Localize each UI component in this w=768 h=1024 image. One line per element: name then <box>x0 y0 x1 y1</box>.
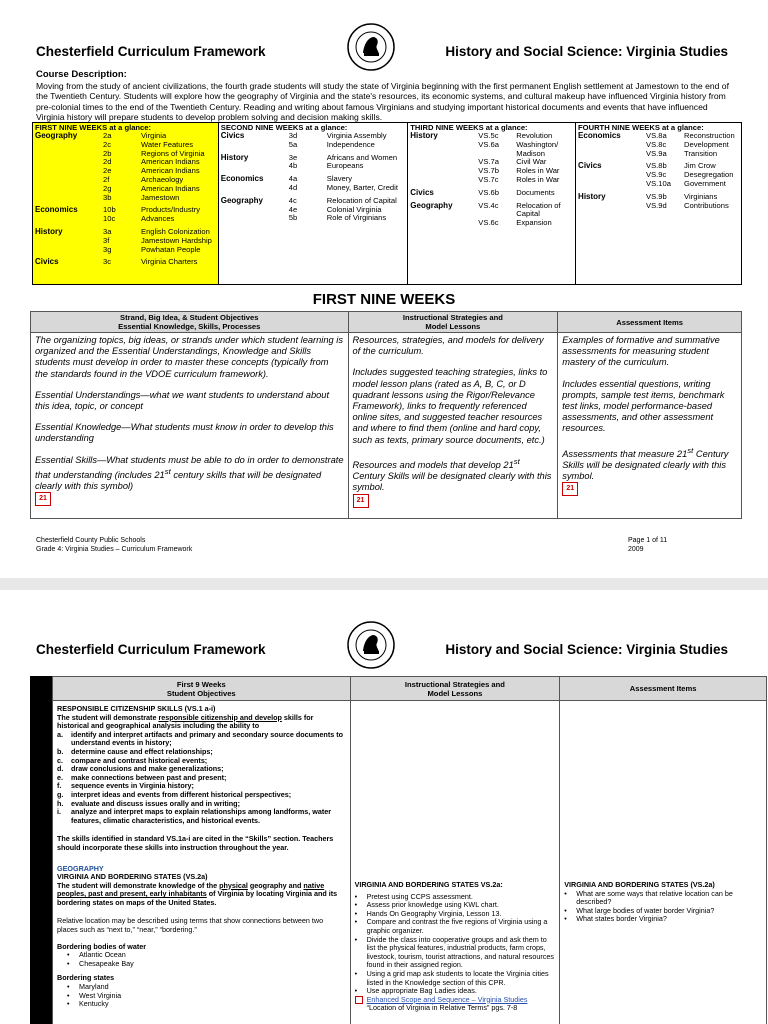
rcs-item-text: identify and interpret artifacts and primary and secondary source documents to understand events in history; <box>71 729 343 748</box>
glance-strand <box>410 141 478 150</box>
rcs-title: RESPONSIBLE CITIZENSHIP SKILLS (VS.1 a-i) <box>57 704 216 713</box>
glance-row <box>35 206 216 215</box>
glance-topic: Relocation of <box>516 200 561 210</box>
glance-topic: Jamestown <box>141 192 180 202</box>
strategy-item: • Pretest using CCPS assessment. <box>355 893 556 902</box>
glance-code: 3c <box>103 257 112 267</box>
glance-q1-title: FIRST NINE WEEKS at a glance: <box>35 123 152 132</box>
vbs-b: geography and <box>247 880 304 890</box>
glance-topic: Development <box>684 139 729 149</box>
glance-topic: Roles in War <box>516 166 560 176</box>
obj-col3-body <box>560 701 767 1024</box>
glance-row <box>35 246 216 255</box>
glance-code: 10b <box>103 205 116 215</box>
county-seal-icon <box>346 620 396 670</box>
glance-code: 2e <box>103 166 112 176</box>
questions-list <box>564 890 762 924</box>
glance-code: 4c <box>288 195 297 205</box>
21st-century-symbol-icon: 21 <box>35 492 51 506</box>
glance-topic: Money, Barter, Credit <box>326 182 398 192</box>
frame-col1-header-line1: Strand, Big Idea, & Student Objectives <box>120 313 259 322</box>
glance-code: 2f <box>103 174 110 184</box>
question-item: • What are some ways that relative location can be described? <box>564 890 762 907</box>
glance-code: 4d <box>288 182 298 192</box>
frame-col1-last-a: Essential Skills—What students must be able to do in order to demonstrate that understanding (includes 21 <box>35 454 344 480</box>
glance-topic: Jamestown Hardship <box>141 235 212 245</box>
glance-code: VS.4c <box>478 200 499 210</box>
rcs-item <box>57 731 346 748</box>
state-item: • West Virginia <box>57 992 346 1001</box>
frame-col2-para <box>353 456 554 494</box>
obj-col1-header-line1: First 9 Weeks <box>176 679 226 689</box>
glance-code: 4b <box>288 161 298 171</box>
glance-row <box>35 258 216 267</box>
glance-strand: Geography <box>220 195 263 205</box>
footer-left <box>36 537 192 554</box>
rcs-item-letter: d. <box>57 764 64 774</box>
glance-strand <box>410 210 478 219</box>
glance-strand: Economics <box>35 205 78 215</box>
strategy-item: • Using a grid map ask students to locate the Virginia cities listed in the Knowledge section of this CPR. <box>355 970 556 987</box>
frame-col1-para <box>35 455 344 493</box>
frame-col2-header-line2: Model Lessons <box>425 322 481 331</box>
glance-strand <box>35 158 103 167</box>
glance-topic: Water Features <box>141 139 194 149</box>
glance-code: 2b <box>103 148 112 158</box>
glance-row <box>221 214 406 223</box>
states-title: Bordering states <box>57 973 115 983</box>
glance-row <box>578 202 739 211</box>
glance-row <box>35 167 216 176</box>
frame-col1-last-b: century skills that will be designated clearly with this symbol) <box>35 469 322 492</box>
page-2 <box>0 590 768 1024</box>
glance-q1-rows <box>35 132 216 267</box>
glance-strand <box>578 171 646 180</box>
rcs-intro-b: skills for historical and geographical analysis including the ability to <box>57 712 314 731</box>
glance-row <box>35 215 216 224</box>
header-right-title: History and Social Science: Virginia Studies <box>445 642 728 657</box>
glance-code: 3g <box>103 244 112 254</box>
glance-topic: American Indians <box>141 157 200 167</box>
page-edge-bar <box>30 676 52 1024</box>
frame-col1-header <box>31 312 349 333</box>
glance-row <box>578 150 739 159</box>
frame-col2-last-b: Century Skills will be designated clearly with this symbol. <box>352 471 552 493</box>
glance-table <box>32 122 742 285</box>
frame-col3-para <box>562 445 737 483</box>
glance-topic: Slavery <box>326 174 353 184</box>
rcs-item-text: evaluate and discuss issues orally and in writing; <box>71 798 240 808</box>
glance-topic: Role of Virginians <box>326 213 387 223</box>
glance-code: VS.9c <box>646 170 667 180</box>
21st-century-symbol-icon: 21 <box>562 482 578 496</box>
rcs-item-text: analyze and interpret maps to explain relationships among landforms, water features, climatic characteristics, and historical events. <box>71 807 332 825</box>
glance-q4 <box>576 123 742 285</box>
glance-q4-title: FOURTH NINE WEEKS at a glance: <box>578 123 704 132</box>
rcs-intro <box>57 714 346 731</box>
glance-strand: Civics <box>578 161 602 171</box>
obj-col1-header-line2: Student Objectives <box>166 688 236 698</box>
col2-section-title: VIRGINIA AND BORDERING STATES VS.2a: <box>354 880 503 889</box>
obj-col2-header-line2: Model Lessons <box>427 688 483 698</box>
glance-code: 3a <box>103 226 112 236</box>
page-header <box>36 634 728 674</box>
glance-row <box>35 185 216 194</box>
county-seal-icon <box>346 22 396 72</box>
glance-code: 4a <box>288 174 298 184</box>
glance-topic: Government <box>684 178 726 188</box>
glance-topic: Civil War <box>516 157 547 167</box>
glance-code: 3b <box>103 192 112 202</box>
glance-topic: Regions of Virginia <box>141 148 205 158</box>
glance-topic: Virginia <box>141 131 167 140</box>
frame-col1-header-line2: Essential Knowledge, Skills, Processes <box>118 322 261 331</box>
glance-strand: History <box>410 131 438 140</box>
header-left-title: Chesterfield Curriculum Framework <box>36 44 266 59</box>
rcs-item-text: sequence events in Virginia history; <box>71 781 194 791</box>
glance-topic: Revolution <box>516 131 553 140</box>
glance-row <box>221 132 406 141</box>
frame-col2-header <box>348 312 558 333</box>
glance-topic: Reconstruction <box>684 131 735 140</box>
footer-year: 2009 <box>628 545 644 553</box>
glance-strand <box>410 150 478 159</box>
obj-col2-header <box>350 677 560 701</box>
frame-col1-body <box>31 333 349 519</box>
glance-q2-title: SECOND NINE WEEKS at a glance: <box>220 123 348 132</box>
obj-col1-body <box>53 701 351 1024</box>
footer-document: Grade 4: Virginia Studies – Curriculum Framework <box>36 545 193 553</box>
frame-col3-header: Assessment Items <box>558 312 742 333</box>
glance-code: 2c <box>103 139 112 149</box>
glance-code: 2g <box>103 183 112 193</box>
glance-topic: Roles in War <box>516 174 560 184</box>
objectives-table-wrap <box>30 676 767 1024</box>
relative-location-note: Relative location may be described using terms that show connections between two places such as “next to,” “near,” “bordering.” <box>57 916 324 935</box>
glance-strand <box>221 141 289 150</box>
obj-col1-header <box>53 677 351 701</box>
glance-topic: Documents <box>516 187 555 197</box>
glance-code: VS.8c <box>646 139 667 149</box>
glance-strand <box>578 150 646 159</box>
rcs-item-text: interpret ideas and events from different historical perspectives; <box>71 789 292 799</box>
rcs-item-letter: f. <box>57 781 62 791</box>
glance-strand <box>221 206 289 215</box>
strategy-item: • Compare and contrast the five regions of Virginia using a graphic organizer. <box>355 918 556 935</box>
obj-col2-body <box>350 701 560 1024</box>
glance-topic: Advances <box>141 214 175 224</box>
col3-section-title: VIRGINIA AND BORDERING STATES (VS.2a) <box>564 880 715 889</box>
glance-strand <box>410 158 478 167</box>
glance-strand: Civics <box>410 187 434 197</box>
glance-strand <box>35 237 103 246</box>
glance-strand <box>35 194 103 203</box>
glance-code: 5b <box>288 213 298 223</box>
glance-strand <box>410 219 478 228</box>
rcs-item-text: draw conclusions and make generalizations; <box>71 764 224 774</box>
water-item: • Chesapeake Bay <box>57 960 346 969</box>
glance-strand <box>410 167 478 176</box>
glance-code: VS.7a <box>478 157 499 167</box>
frame-col1-para: Essential Knowledge—What students must know in order to develop this understanding <box>35 422 334 444</box>
glance-code: VS.8a <box>646 131 667 140</box>
glance-strand: History <box>220 152 249 162</box>
glance-row <box>410 176 573 185</box>
frame-col1-para: The organizing topics, big ideas, or strands under which student learning is organized and the Essential Understandings, Knowledge and Skills students must develop in order to master these concepts (typically from the standards found in the VDOE curriculum framework). <box>35 335 344 379</box>
glance-topic: Transition <box>684 148 718 158</box>
glance-topic: Virginians <box>684 191 718 201</box>
section-title: FIRST NINE WEEKS <box>312 291 456 308</box>
course-description <box>36 70 736 122</box>
glance-code: 3f <box>103 235 110 245</box>
states-list <box>57 983 346 1009</box>
header-right-title: History and Social Science: Virginia Studies <box>445 44 728 59</box>
rcs-item-text: determine cause and effect relationships; <box>71 746 213 756</box>
glance-topic: Products/Industry <box>141 205 201 215</box>
glance-code: VS.7c <box>478 174 499 184</box>
glance-code: 2d <box>103 157 112 167</box>
rcs-item-letter: c. <box>57 755 63 765</box>
water-title: Bordering bodies of water <box>57 941 147 951</box>
glance-strand <box>221 184 289 193</box>
vbs-c: of Virginia by locating Virginia and its bordering states on maps of the United States. <box>57 889 338 907</box>
glance-strand <box>35 185 103 194</box>
vbs-intro <box>57 882 346 908</box>
glance-code: 10c <box>103 214 116 224</box>
strategies-list <box>355 893 556 996</box>
glance-strand <box>35 150 103 159</box>
objectives-table <box>52 676 767 1024</box>
course-description-title: Course Description: <box>36 69 127 80</box>
glance-row <box>221 184 406 193</box>
rcs-item <box>57 808 346 825</box>
glance-strand <box>578 141 646 150</box>
strategy-item: • Divide the class into cooperative groups and ask them to list the physical features, industrial products, farm crops, livestock, tourism, tourist attractions, and natural resources found in their assigned region. <box>355 936 556 970</box>
rcs-item-text: make connections between past and present; <box>71 772 227 782</box>
glance-code: VS.6b <box>478 187 499 197</box>
rcs-item-letter: i. <box>57 807 61 817</box>
glance-topic: American Indians <box>141 166 200 176</box>
glance-strand <box>35 176 103 185</box>
glance-row <box>410 202 573 211</box>
state-item: • Kentucky <box>57 1000 346 1009</box>
glance-q3 <box>408 123 576 285</box>
glance-topic: Washington/ <box>516 139 559 149</box>
glance-strand <box>221 214 289 223</box>
obj-col2-header-line1: Instructional Strategies and <box>404 679 505 689</box>
glance-code: VS.8b <box>646 161 667 171</box>
frame-col2-body <box>348 333 558 519</box>
glance-strand: Civics <box>35 257 59 267</box>
glance-strand: Civics <box>220 131 245 140</box>
glance-strand: Geography <box>35 131 78 140</box>
question-item: • What states border Virginia? <box>564 915 762 924</box>
water-item: • Atlantic Ocean <box>57 951 346 960</box>
water-list <box>57 951 346 968</box>
page-number: Page 1 of 11 <box>628 537 668 544</box>
glance-strand <box>410 176 478 185</box>
frame-col2-sup: st <box>513 456 520 466</box>
vbs-a: The student will demonstrate knowledge of the <box>57 880 220 890</box>
glance-topic: Independence <box>326 139 375 149</box>
frame-col3-para: Examples of formative and summative assessments for measuring student mastery of the curriculum. <box>562 335 720 368</box>
footer-school: Chesterfield County Public Schools <box>36 537 146 544</box>
glance-topic: Relocation of Capital <box>326 195 397 205</box>
obj-col3-header: Assessment Items <box>560 677 767 701</box>
vbs-title: VIRGINIA AND BORDERING STATES (VS.2a) <box>57 872 208 882</box>
glance-topic: Desegregation <box>684 170 734 180</box>
glance-topic: English Colonization <box>141 226 210 236</box>
skills-note: The skills identified in standard VS.1a-i are cited in the “Skills” section. Teachers should incorporate these skills into instruction throughout the year. <box>57 834 334 852</box>
glance-q1 <box>33 123 219 285</box>
document-link-icon <box>355 996 363 1004</box>
glance-code: VS.6a <box>478 139 499 149</box>
glance-code: 2a <box>103 131 112 140</box>
glance-row <box>578 180 739 189</box>
glance-q3-rows <box>410 132 573 228</box>
glance-q2-rows <box>221 132 406 223</box>
glance-code: 5a <box>288 139 298 149</box>
frame-col3-para: Includes essential questions, writing prompts, sample test items, benchmark test links, model performance-based assessments, and other assessment resources. <box>562 378 725 434</box>
glance-topic: Colonial Virginia <box>326 204 382 214</box>
21st-century-symbol-icon: 21 <box>353 494 369 508</box>
glance-topic: Europeans <box>326 161 364 171</box>
glance-code: 3e <box>288 152 298 162</box>
glance-row <box>410 219 573 228</box>
footer-right <box>628 537 667 554</box>
glance-strand <box>35 167 103 176</box>
glance-topic: Capital <box>516 209 540 219</box>
glance-row <box>410 189 573 198</box>
glance-topic: Virginia Charters <box>141 257 198 267</box>
glance-row <box>221 162 406 171</box>
glance-strand <box>35 141 103 150</box>
glance-topic: Madison <box>516 148 545 158</box>
rcs-list <box>57 731 346 826</box>
frame-col3-body <box>558 333 742 519</box>
glance-strand: Economics <box>220 174 264 184</box>
frame-col3-last-a: Assessments that measure 21 <box>562 448 688 459</box>
glance-strand <box>35 215 103 224</box>
frame-col2-para: Includes suggested teaching strategies, links to model lesson plans (rated as A, B, C, or D quadrant lessons using the Rigor/Relevance Framework), links to frequently referenced online sites, and suggested teacher resources and where to find them (online and hard copy, such as texts, primary source documents, etc.) <box>352 367 548 445</box>
header-left-title: Chesterfield Curriculum Framework <box>36 642 266 657</box>
frame-col1-sup: st <box>164 466 171 476</box>
strategy-item: • Use appropriate Bag Ladies ideas. <box>355 987 556 996</box>
frame-col3-last-b: Century Skills will be designated clearly with this symbol. <box>562 448 729 482</box>
glance-strand: Geography <box>410 200 453 210</box>
glance-strand <box>578 202 646 211</box>
glance-strand: History <box>578 191 606 201</box>
glance-code: VS.9b <box>646 191 667 201</box>
glance-topic: Contributions <box>684 200 729 210</box>
rcs-item-letter: g. <box>57 789 64 799</box>
geography-label: GEOGRAPHY <box>57 863 104 873</box>
frame-col2-para: Resources, strategies, and models for delivery of the curriculum. <box>352 335 544 357</box>
glance-topic: Powhatan People <box>141 244 201 254</box>
glance-q4-rows <box>578 132 739 210</box>
rcs-item-letter: h. <box>57 798 64 808</box>
state-item: • Maryland <box>57 983 346 992</box>
enhanced-scope-link[interactable]: Enhanced Scope and Sequence – Virginia Studies <box>366 994 528 1004</box>
glance-code: VS.9a <box>646 148 667 158</box>
glance-strand: History <box>35 226 63 236</box>
course-description-text: Moving from the study of ancient civilizations, the fourth grade students will study the state of Virginia beginning with the first permanent English settlement at Jamestown to the end of the Twentieth Century. Students will explore how the geography of Virginia and the state's resources, its economic systems, and cultural makeup have influenced Virginia history from pre-colonial times to the end of the Twentieth Century. Reading and writing about famous Virginians and studying important historical documents and events that have influenced Virginia history will prepare students to develop problem solving and decision making skills. <box>36 81 729 122</box>
vbs-u1: physical <box>219 880 248 890</box>
glance-topic: Archaeology <box>141 174 184 184</box>
glance-topic: Africans and Women <box>326 152 398 162</box>
glance-code: 4e <box>288 204 298 214</box>
glance-strand <box>578 180 646 189</box>
rcs-item-text: compare and contrast historical events; <box>71 755 208 765</box>
glance-q2 <box>218 123 408 285</box>
glance-topic: Jim Crow <box>684 161 716 171</box>
glance-row <box>35 194 216 203</box>
glance-row <box>410 141 573 150</box>
rcs-item-letter: a. <box>57 729 63 739</box>
glance-row <box>221 154 406 163</box>
resource-link-detail: “Location of Virginia in Relative Terms” pgs. 7-8 <box>366 1003 518 1013</box>
glance-code: VS.10a <box>646 178 671 188</box>
glance-code: VS.6c <box>478 218 499 228</box>
glance-q3-title: THIRD NINE WEEKS at a glance: <box>410 123 528 132</box>
rcs-item-letter: b. <box>57 746 64 756</box>
rcs-intro-a: The student will demonstrate <box>57 712 159 722</box>
strategy-item: • Hands On Geography Virginia, Lesson 13. <box>355 910 556 919</box>
frame-col3-sup: st <box>687 445 694 455</box>
glance-strand <box>35 246 103 255</box>
frame-col1-para: Essential Understandings—what we want students to understand about this idea, topic, or concept <box>35 389 330 412</box>
strategy-item: • Assess prior knowledge using KWL chart. <box>355 901 556 910</box>
frame-col2-last-a: Resources and models that develop 21 <box>352 459 514 470</box>
glance-code: VS.5c <box>478 131 499 140</box>
frame-col2-header-line1: Instructional Strategies and <box>402 313 503 322</box>
glance-code: 3d <box>288 131 298 140</box>
glance-topic: Virginia Assembly <box>326 131 387 140</box>
rcs-item-letter: e. <box>57 772 63 782</box>
glance-code: VS.7b <box>478 166 499 176</box>
glance-row <box>221 141 406 150</box>
glance-topic: Expansion <box>516 218 552 228</box>
rcs-intro-u: responsible citizenship and develop <box>158 712 282 722</box>
glance-code: VS.9d <box>646 200 667 210</box>
framework-key-table <box>30 311 742 519</box>
glance-topic: American Indians <box>141 183 200 193</box>
glance-strand <box>221 162 289 171</box>
glance-strand: Economics <box>578 131 621 140</box>
vbs-u2: native peoples, past and present, early inhabitants <box>57 880 325 899</box>
question-item: • What large bodies of water border Virginia? <box>564 907 762 916</box>
